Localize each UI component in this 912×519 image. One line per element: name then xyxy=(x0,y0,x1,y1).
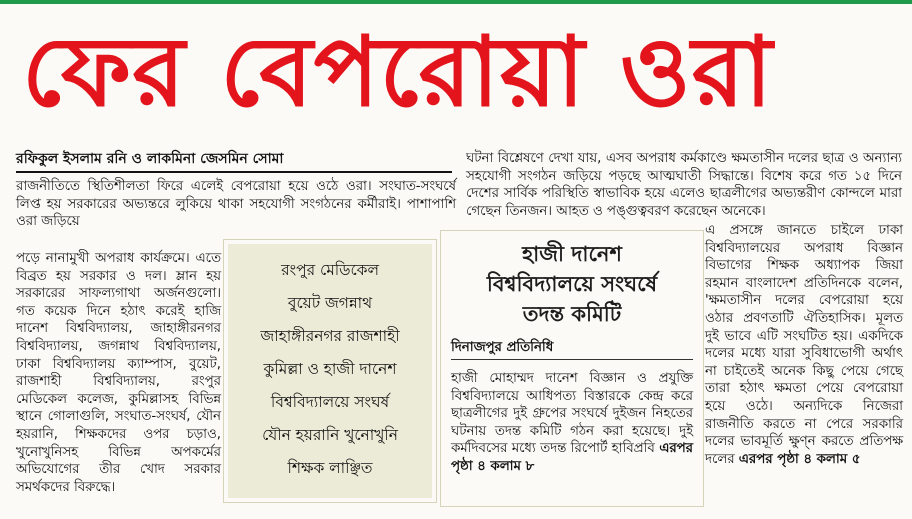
right-column-jump-link[interactable]: এরপর পৃষ্ঠা ৪ কলাম ৫ xyxy=(738,451,861,467)
sub-story-jump-link[interactable]: এরপর পৃষ্ঠা ৪ কলাম ৮ xyxy=(451,441,693,474)
highlight-line: জাহাঙ্গীরনগর রাজশাহী xyxy=(260,327,400,345)
sub-story-body xyxy=(451,370,693,476)
right-column-body: এ প্রসঙ্গে জানতে চাইলে ঢাকা বিশ্ববিদ্যালয়ের অপরাধ বিজ্ঞান বিভাগের শিক্ষক অধ্যাপক জিয়া রহমান বাংলাদেশ প্রতিদিনকে বলেন, 'ক্ষমতাসীন দলের বেপরোয়া হয়ে ওঠার প্রবণতাটি ঐতিহাসিক। মূলত দুই ভাবে এটি সংঘটিত হয়। একদিকে দলের মধ্যে যারা সুবিধাভোগী অর্থাৎ না চাইতেই অনেক কিছু পেয়ে গেছে তারা হঠাৎ ক্ষমতা পেয়ে বেপরোয়া হয়ে ওঠে। অন্যদিকে নিজেরা রাজনীতি করতে না পেরে সরকারি দলের ভাবমূর্তি ক্ষুণ্ন করতে প্রতিপক্ষ দলের xyxy=(705,223,903,467)
highlight-line: বিশ্ববিদ্যালয়ে সংঘর্ষ xyxy=(270,393,390,411)
sub-story-title-line: হাজী দানেশ xyxy=(522,242,622,266)
sub-story-body-text: হাজী মোহাম্মদ দানেশ বিজ্ঞান ও প্রযুক্তি বিশ্ববিদ্যালয়ে আধিপত্য বিস্তারকে কেন্দ্র করে ছাত্রলীগের দুই গ্রুপের সংঘর্ষে দুইজন নিহতের ঘটনায় তদন্ত কমিটি গঠন করা হয়েছে। দুই কর্মদিবসের মধ্যে তদন্ত রিপোর্ট হাবিপ্রবি xyxy=(451,371,693,457)
sub-story-title-line: তদন্ত কমিটি xyxy=(522,302,622,326)
sub-story-source: দিনাজপুর প্রতিনিধি xyxy=(451,339,693,360)
highlight-line: বুয়েট জগন্নাথ xyxy=(287,294,373,312)
highlight-box xyxy=(224,240,436,502)
left-column-body-text: পড়ে নানামুখী অপরাধ কার্যক্রমে। এতে বিব্রত হয় সরকার ও দল। ম্লান হয় সরকারের সাফল্যগাথা অর্জনগুলো। গত কয়েক দিনে হঠাৎ করেই হাজি দানেশ বিশ্ববিদ্যালয়, জাহাঙ্গীরনগর বিশ্ববিদ্যালয়, জগন্নাথ বিশ্ববিদ্যালয়, ঢাকা বিশ্ববিদ্যালয় ক্যাম্পাস, বুয়েট, রাজশাহী বিশ্ববিদ্যালয়, রংপুর মেডিকেল কলেজ, কুমিল্লাসহ বিভিন্ন স্থানে গোলাগুলি, সংঘাত-সংঘর্ষ, যৌন হয়রানি, শিক্ষকদের ওপর চড়াও, খুনোখুনিসহ বিভিন্ন অপকর্মের অভিযোগের তীর খোদ সরকার সমর্থকদের বিরুদ্ধে। xyxy=(16,251,221,495)
left-column-top-text: রাজনীতিতে স্থিতিশীলতা ফিরে এলেই বেপরোয়া হয়ে ওঠে ওরা। সংঘাত-সংঘর্ষে লিপ্ত হয় সরকারের অভ্যন্তরে লুকিয়ে থাকা সহযোগী সংগঠনের কর্মীরাই। পাশাপাশি ওরা জড়িয়ে xyxy=(16,179,456,230)
middle-top-text: ঘটনা বিশ্লেষণে দেখা যায়, এসব অপরাধ কর্মকাণ্ডে ক্ষমতাসীন দলের ছাত্র ও অন্যান্য সহযোগী সংগঠন জড়িয়ে পড়ছে আত্মঘাতী সিদ্ধান্তে। বিশেষ করে গত ১৫ দিনে দেশের সার্বিক পরিস্থিতি স্বাভাবিক হয়ে এলেও ছাত্রলীগের অভ্যন্তরীণ কোন্দলে মারা গেছেন তিনজন। আহত ও পঙ্গুত্ববরণ করেছেন অনেকে। xyxy=(466,151,902,219)
right-column-text xyxy=(705,222,903,468)
sub-story xyxy=(440,230,704,507)
highlight-line: রংপুর মেডিকেল xyxy=(281,261,379,279)
byline: রফিকুল ইসলাম রনি ও লাকমিনা জেসমিন সোমা xyxy=(16,150,452,173)
headline: ফের বেপরোয়া ওরা xyxy=(22,16,774,128)
sub-story-title-line: বিশ্ববিদ্যালয়ে সংঘর্ষে xyxy=(486,272,658,296)
top-color-bar xyxy=(0,0,912,4)
highlight-line: যৌন হয়রানি খুনোখুনি xyxy=(262,426,398,444)
highlight-line: শিক্ষক লাঞ্ছিত xyxy=(287,459,373,477)
sub-story-title xyxy=(449,239,695,329)
highlight-line: কুমিল্লা ও হাজী দানেশ xyxy=(263,360,397,378)
